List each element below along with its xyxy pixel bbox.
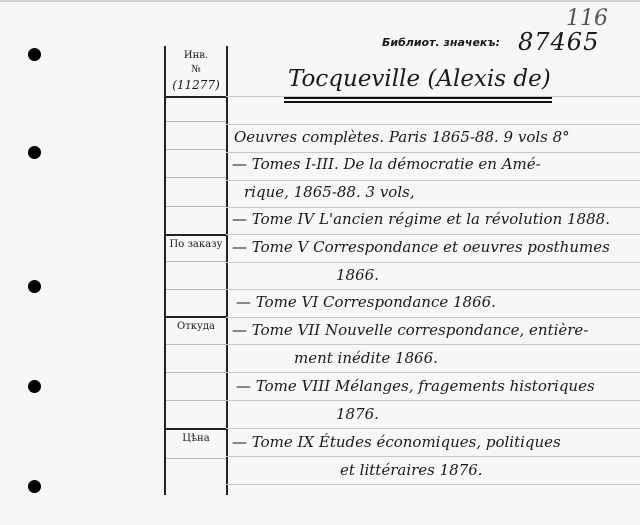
punch-hole bbox=[28, 146, 41, 159]
catalog-line: — Tome VI Correspondance 1866. bbox=[236, 293, 496, 311]
catalog-line: — Tome IX Études économiques, politiques bbox=[232, 433, 561, 451]
author-heading: Tocqueville (Alexis de) bbox=[288, 66, 551, 92]
field-origin: Откуда bbox=[177, 321, 215, 332]
catalog-line: Oeuvres complètes. Paris 1865-88. 9 vols 8° bbox=[234, 128, 570, 146]
field-to-order: По заказу bbox=[169, 239, 223, 250]
number-sign: № bbox=[191, 64, 201, 75]
catalog-line: — Tome IV L'ancien régime et la révolution 1888. bbox=[232, 210, 610, 228]
catalog-line: — Tome VIII Mélanges, fragements historiques bbox=[236, 377, 595, 395]
field-price: Цѣна bbox=[182, 433, 210, 444]
side-column bbox=[164, 46, 228, 495]
inv-label: Инв. bbox=[183, 50, 209, 61]
punch-hole bbox=[28, 480, 41, 493]
library-mark-label: Библиот. значекъ: bbox=[382, 36, 501, 49]
catalog-line: ment inédite 1866. bbox=[294, 349, 438, 367]
catalog-line: et littéraires 1876. bbox=[340, 461, 483, 479]
author-underline bbox=[284, 101, 552, 103]
punch-hole bbox=[28, 280, 41, 293]
catalog-line: rique, 1865-88. 3 vols, bbox=[244, 183, 415, 201]
accession-number-overwrite: 116 bbox=[566, 6, 608, 31]
accession-number: 87465 bbox=[518, 28, 600, 56]
catalog-line: — Tome V Correspondance et oeuvres posthumes bbox=[232, 238, 610, 256]
punch-hole bbox=[28, 48, 41, 61]
catalog-line: — Tome VII Nouvelle correspondance, entière- bbox=[232, 321, 589, 339]
catalog-line: 1876. bbox=[336, 405, 379, 423]
catalog-line: 1866. bbox=[336, 266, 379, 284]
catalog-line: — Tomes I-III. De la démocratie en Amé- bbox=[232, 155, 541, 173]
punch-hole bbox=[28, 380, 41, 393]
inventory-number: (11277) bbox=[172, 78, 220, 92]
author-underline bbox=[284, 97, 552, 99]
